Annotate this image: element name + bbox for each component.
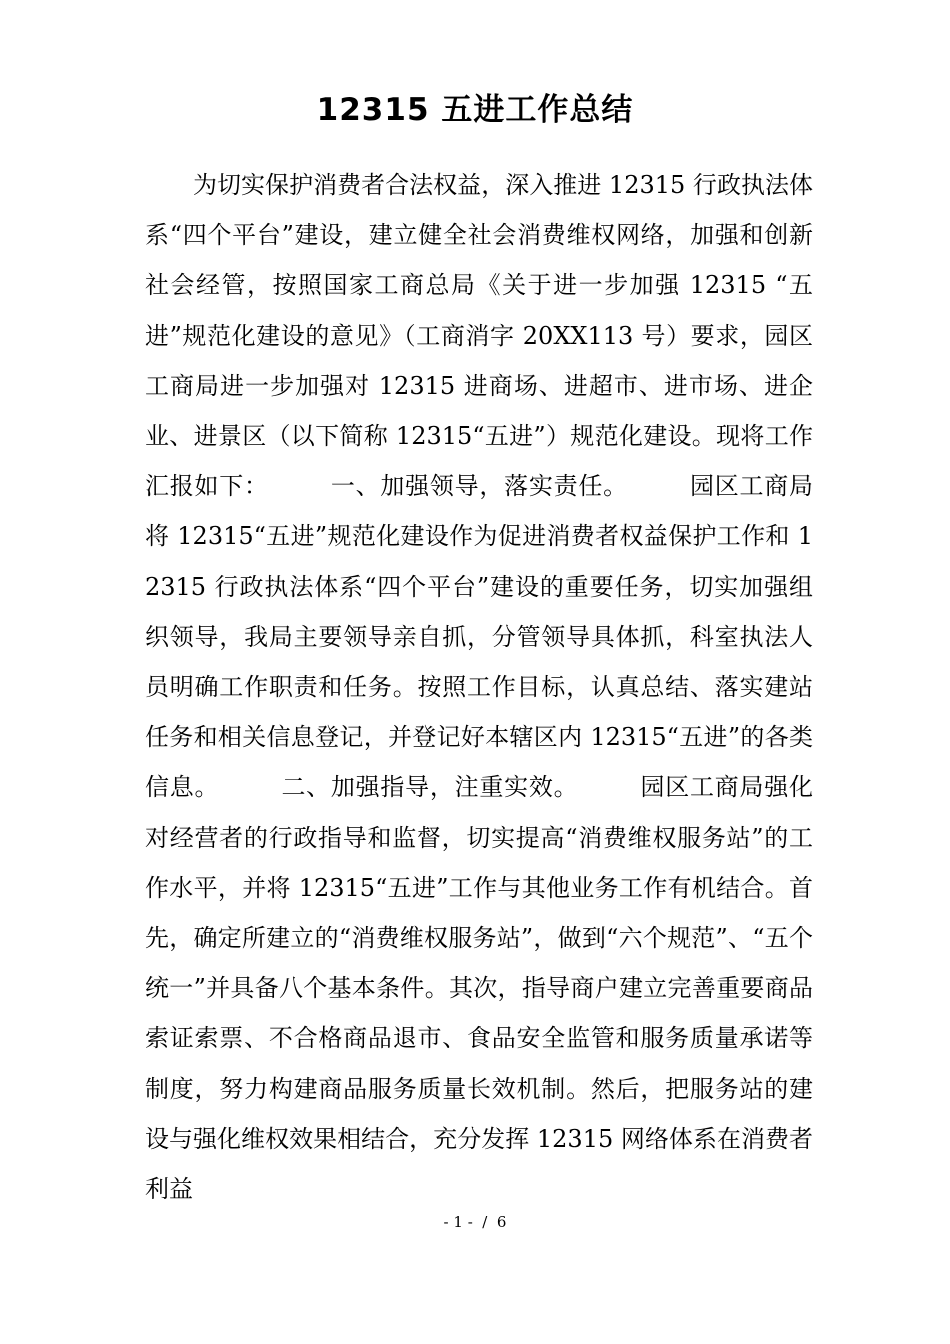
body-paragraph: 为切实保护消费者合法权益，深入推进 12315 行政执法体系“四个平台”建设，建立健全社会消费维权网络，加强和创新社会经管，按照国家工商总局《关于进一步加强 12315 “五进”规范化建设的意见》（工商消字 20XX113 号）要求，园区工商局进一步加强对 12315 进商场、进超市、进市场、进企业、进景区（以下简称 12315“五进”）规范化建设。现将工作汇报如下： 一、加强领导，落实责任。 园区工商局将 12315“五进”规范化建设作为促进消费者权益保护工作和 12315 行政执法体系“四个平台”建设的重要任务，切实加强组织领导，我局主要领导亲自抓，分管领导具体抓，科室执法人员明确工作职责和任务。按照工作目标，认真总结、落实建站任务和相关信息登记，并登记好本辖区内 12315“五进”的各类信息。 二、加强指导，注重实效。 园区工商局强化对经营者的行政指导和监督，切实提高“消费维权服务站”的工作水平，并将 12315“五进”工作与其他业务工作有机结合。首先，确定所建立的“消费维权服务站”，做到“六个规范”、“五个统一”并具备八个基本条件。其次，指导商户建立完善重要商品索证索票、不合格商品退市、食品安全监管和服务质量承诺等制度，努力构建商品服务质量长效机制。然后，把服务站的建设与强化维权效果相结合，充分发挥 12315 网络体系在消费者利益 [145,171,813,1204]
document-title: 12315 五进工作总结 [316,92,634,128]
page-number: - 1 - / 6 [443,1213,507,1231]
